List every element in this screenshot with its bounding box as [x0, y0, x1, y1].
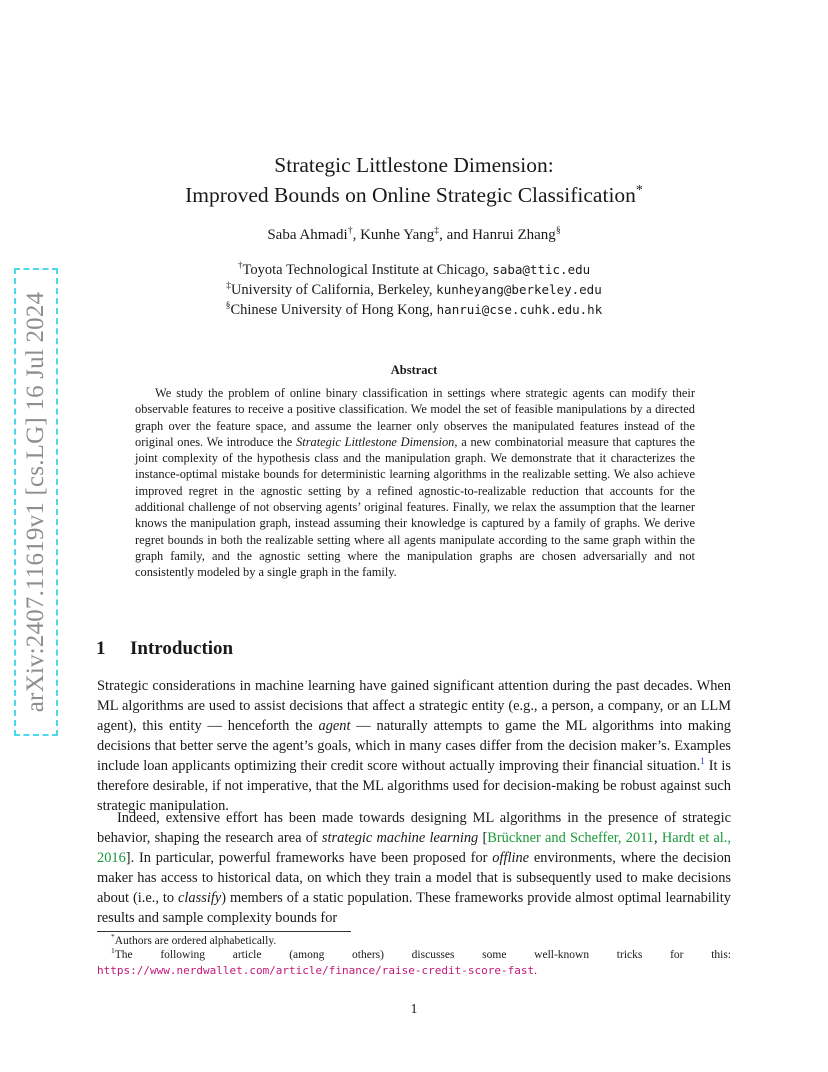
- footnote-divider: [97, 931, 351, 932]
- author-email: hanrui@cse.cuhk.edu.hk: [436, 302, 603, 317]
- title-line-1: Strategic Littlestone Dimension:: [274, 153, 554, 177]
- author-email: saba@ttic.edu: [492, 262, 591, 277]
- body-paragraph: Indeed, extensive effort has been made towards designing ML algorithms in the presence of strategic behavior, shaping the research area of strategic machine learning [Brückner and Scheffer, 2011, Hardt et al., 2016]. In particular, powerful frameworks have been proposed for offline environments, where the decision maker has access to historical data, on which they train a model that is subsequently used to make decisions about (i.e., to classify) members of a static population. These frameworks provide almost optimal learnability results and sample complexity bounds for: [97, 810, 732, 926]
- body-paragraph: Strategic considerations in machine learning have gained significant attention during the past decades. When ML algorithms are used to assist decisions that affect a strategic entity (e.g., a person, a company, or an LLM agent), this entity — henceforth the agent — naturally attempts to game the ML algorithms into making decisions that better serve the agent’s goals, which in many cases differ from the decision maker’s. Examples include loan applicants optimizing their credit score without actually improving their financial situation.$^1$ It is therefore desirable, if not imperative, that the ML algorithms used for decision-making be robust against such strategic manipulation.: [97, 678, 731, 814]
- abstract-heading: Abstract: [390, 363, 438, 377]
- page-number: 1: [410, 1002, 418, 1017]
- affiliation: †Toyota Technological Institute at Chicago, saba@ttic.edu: [237, 261, 591, 278]
- citation-link[interactable]: Brückner and Scheffer, 2011: [487, 830, 654, 846]
- affiliation: §Chinese University of Hong Kong, hanrui@cse.cuhk.edu.hk: [225, 301, 603, 318]
- footnote: *Authors are ordered alphabetically.: [111, 932, 277, 947]
- arxiv-stamp: [14, 268, 58, 736]
- author-name: Kunhe Yang: [360, 227, 435, 243]
- author-list: Saba Ahmadi†, Kunhe Yang‡, and Hanrui Zhang§: [267, 225, 561, 243]
- section-number: 1: [96, 638, 106, 659]
- footnote-reference[interactable]: 1: [700, 757, 705, 768]
- author-name: Saba Ahmadi: [267, 227, 348, 243]
- section-title: Introduction: [130, 638, 234, 659]
- footnote: $^1$The following article (among others) discusses some well-known tricks for this:: [111, 946, 731, 961]
- footnote-url-link[interactable]: https://www.nerdwallet.com/article/finance/raise-credit-score-fast: [97, 964, 535, 977]
- title-line-2: Improved Bounds on Online Strategic Classification*: [185, 182, 643, 207]
- section-heading: [96, 638, 233, 660]
- citation-link[interactable]: Hardt et al., 2016: [97, 830, 732, 866]
- author-email: kunheyang@berkeley.edu: [436, 282, 602, 297]
- affiliation: ‡University of California, Berkeley, kunheyang@berkeley.edu: [226, 281, 602, 298]
- title-footnote-mark: *: [635, 182, 643, 198]
- arxiv-identifier: arXiv:2407.11619v1 [cs.LG] 16 Jul 2024: [22, 291, 49, 713]
- affiliations: [0, 260, 828, 320]
- paper-title: [0, 150, 828, 210]
- abstract-text: We study the problem of online binary classification in settings where strategic agents can modify their observable features to receive a positive classification. We model the set of feasible manipulations by a directed graph over the feature space, and assume the learner only observes the manipulated features instead of the original ones. We introduce the Strategic Littlestone Dimension, a new combinatorial measure that captures the joint complexity of the hypothesis class and the manipulation graph. We demonstrate that it characterizes the instance-optimal mistake bounds for deterministic learning algorithms in the realizable setting. We also achieve improved regret in the agnostic setting by a refined agnostic-to-realizable reduction that accounts for the additional challenge of not observing agents’ original features. Finally, we relax the assumption that the learner knows the manipulation graph, instead assuming their knowledge is captured by a family of graphs. We derive regret bounds in both the realizable setting where all agents manipulate according to the same graph within the graph family, and the agnostic setting where the manipulation graphs are chosen adversarially and not consistently modeled by a single graph in the family.: [135, 386, 696, 580]
- author-name: Hanrui Zhang: [472, 227, 556, 243]
- footnote-url-line: https://www.nerdwallet.com/article/finance/raise-credit-score-fast.: [97, 964, 537, 977]
